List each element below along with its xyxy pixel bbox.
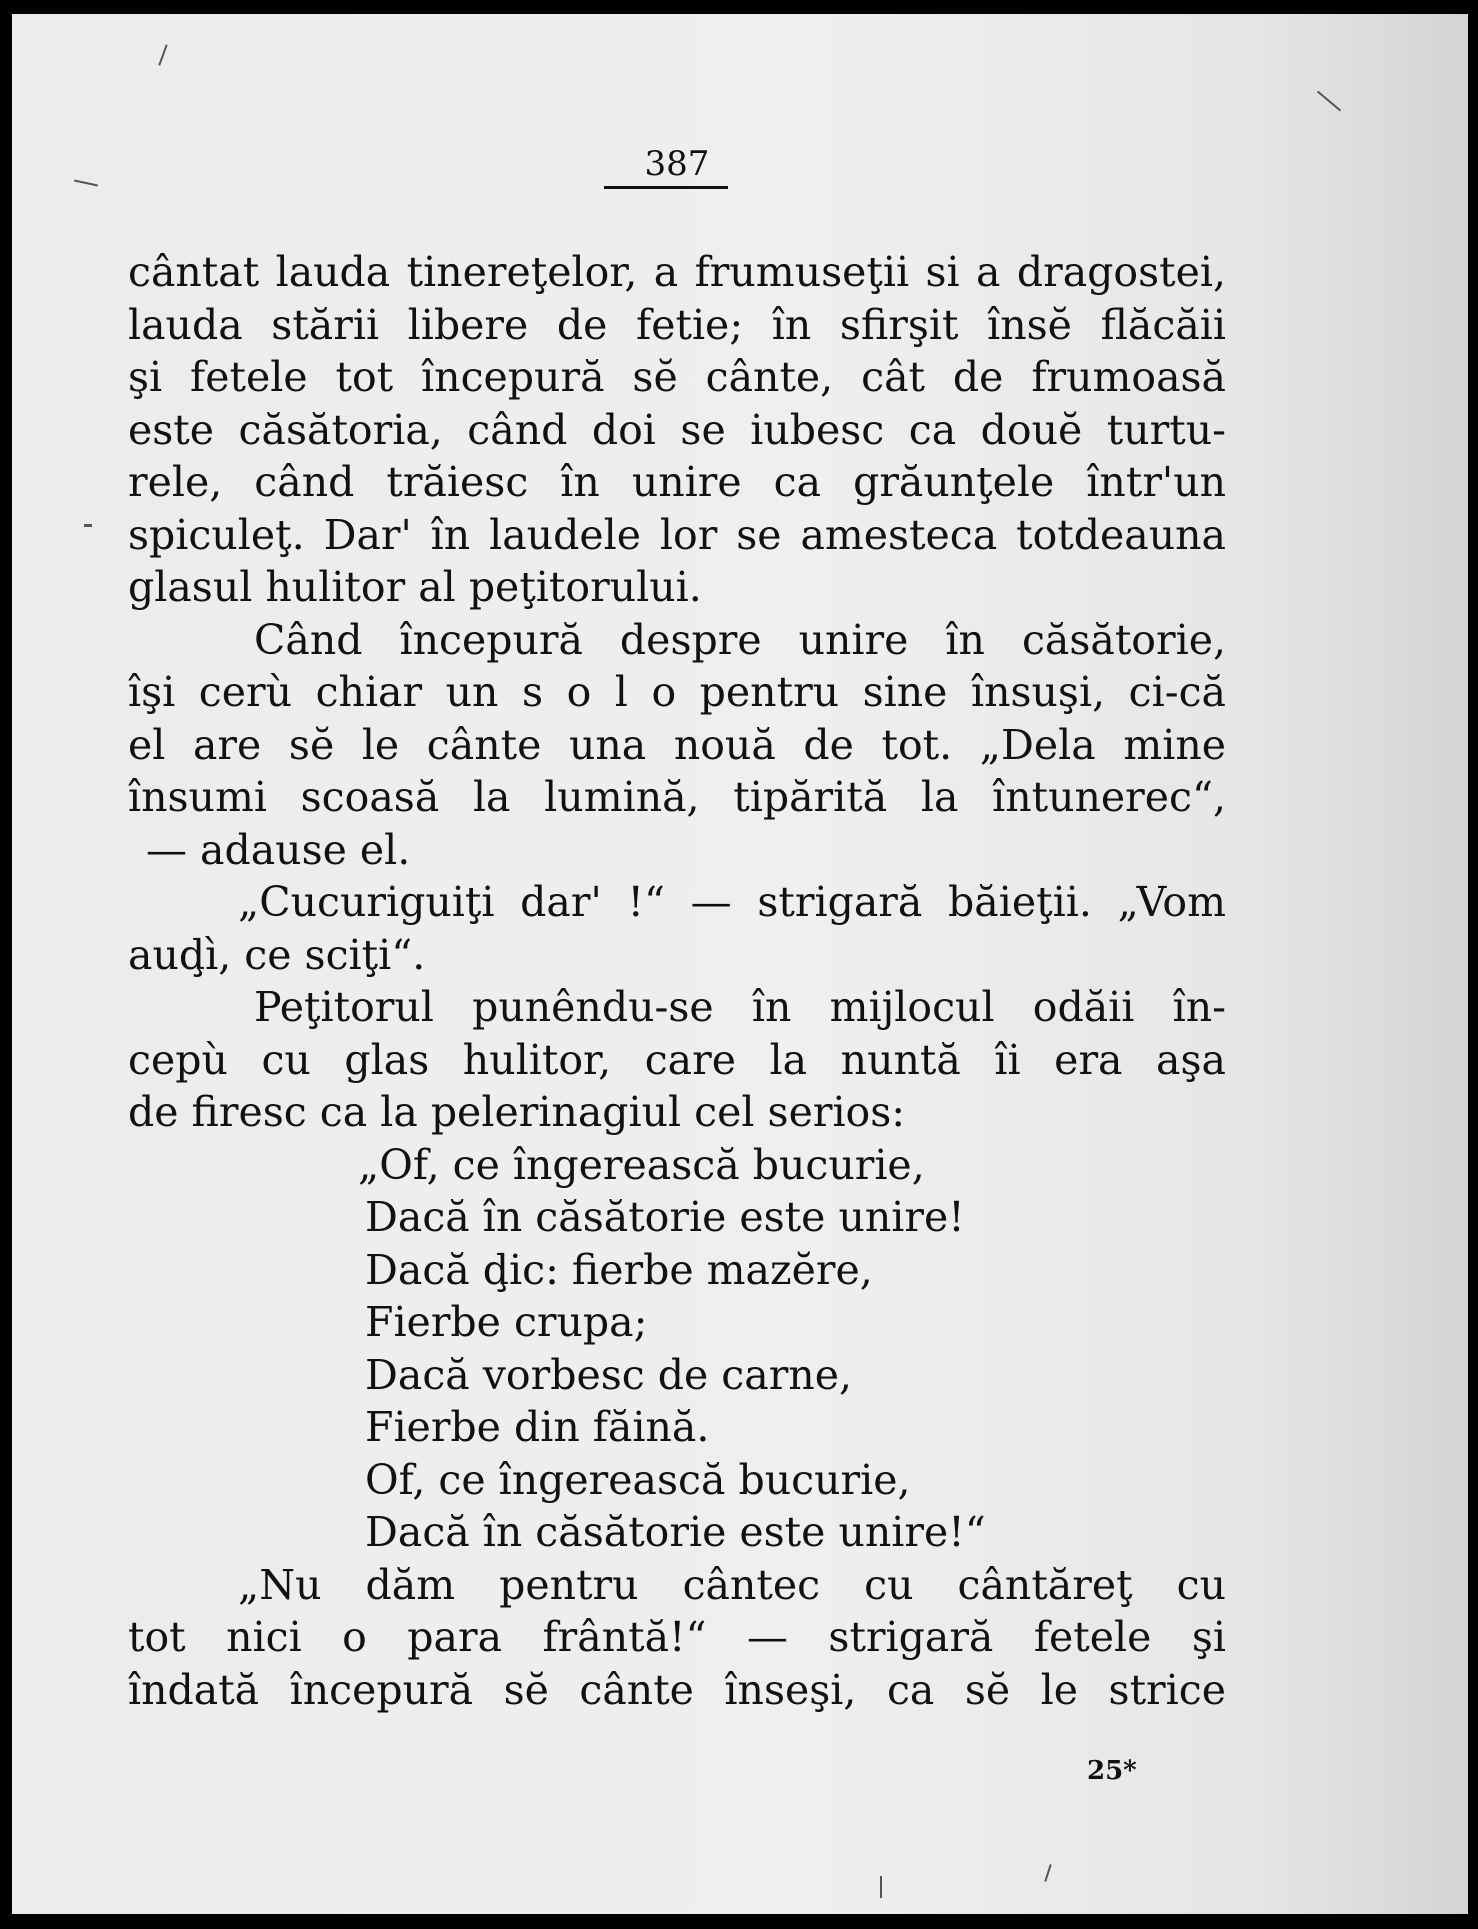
body-text (128, 246, 1226, 1716)
verse-line: Fierbe crupa; (365, 1298, 648, 1346)
text-line: Când începură despre unire în căsătorie, (254, 615, 1226, 664)
text-line: „Cucuriguiţi dar' !“ — strigară băieţii. „Vom (238, 878, 1226, 926)
verse-line: „Of, ce îngerească bucurie, (358, 1140, 925, 1189)
verse-line: Dacă ḑic: fierbe mazĕre, (365, 1245, 873, 1294)
text-line: el are sĕ le cânte una nouă de tot. „Dela mine (128, 720, 1226, 769)
text-line: şi fetele tot începură sĕ cânte, cât de frumoasă (128, 353, 1226, 401)
book-page (12, 14, 1468, 1914)
text-line: tot nici o para frântă!“ — strigară fetele şi (128, 1613, 1226, 1661)
text-line: Peţitorul punêndu-se în mijlocul odăii în- (254, 983, 1226, 1031)
margin-mark (74, 180, 98, 187)
margin-mark (84, 524, 92, 527)
text-line: — adause el. (146, 825, 411, 874)
text-line: este căsătoria, când doi se iubesc ca douĕ turtu- (128, 405, 1226, 454)
printer-signature: 25* (1087, 1756, 1137, 1786)
verse-line: Dacă în căsătorie este unire!“ (365, 1508, 986, 1556)
text-line: cântat lauda tinereţelor, a frumuseţii si a dragostei, (128, 248, 1226, 296)
margin-mark (1317, 91, 1341, 112)
text-line: rele, când trăiesc în unire ca grăunţele într'un (128, 458, 1226, 506)
text-line: îşi cerù chiar un s o l o pentru sine însuşi, ci-că (128, 668, 1226, 716)
text-line: „Nu dăm pentru cântec cu cântăreţ cu (238, 1560, 1226, 1609)
text-line: auḑì, ce sciţi“. (128, 930, 426, 979)
text-line: însumi scoasă la lumină, tipărită la întunerec“, (128, 773, 1226, 821)
margin-mark (880, 1876, 882, 1898)
verse-line: Of, ce îngerească bucurie, (365, 1455, 911, 1504)
text-line: de firesc ca la pelerinagiul cel serios: (128, 1088, 906, 1136)
verse-line: Dacă în căsătorie este unire! (365, 1193, 965, 1241)
page-number-rule (604, 186, 728, 189)
text-line: lauda stării libere de fetie; în sfirşit însĕ flăcăii (128, 300, 1226, 349)
text-line: glasul hulitor al peţitorului. (128, 563, 702, 611)
page-number: 387 (644, 144, 710, 184)
text-line: îndată începură sĕ cânte înseşi, ca sĕ le strice (128, 1665, 1226, 1714)
margin-mark (158, 44, 167, 65)
text-line: spiculeţ. Dar' în laudele lor se amesteca totdeauna (128, 510, 1226, 559)
text-line: cepù cu glas hulitor, care la nuntă îi era aşa (128, 1035, 1226, 1084)
verse-line: Dacă vorbesc de carne, (365, 1350, 852, 1399)
verse-line: Fierbe din făină. (365, 1403, 710, 1451)
margin-mark (1044, 1864, 1051, 1882)
